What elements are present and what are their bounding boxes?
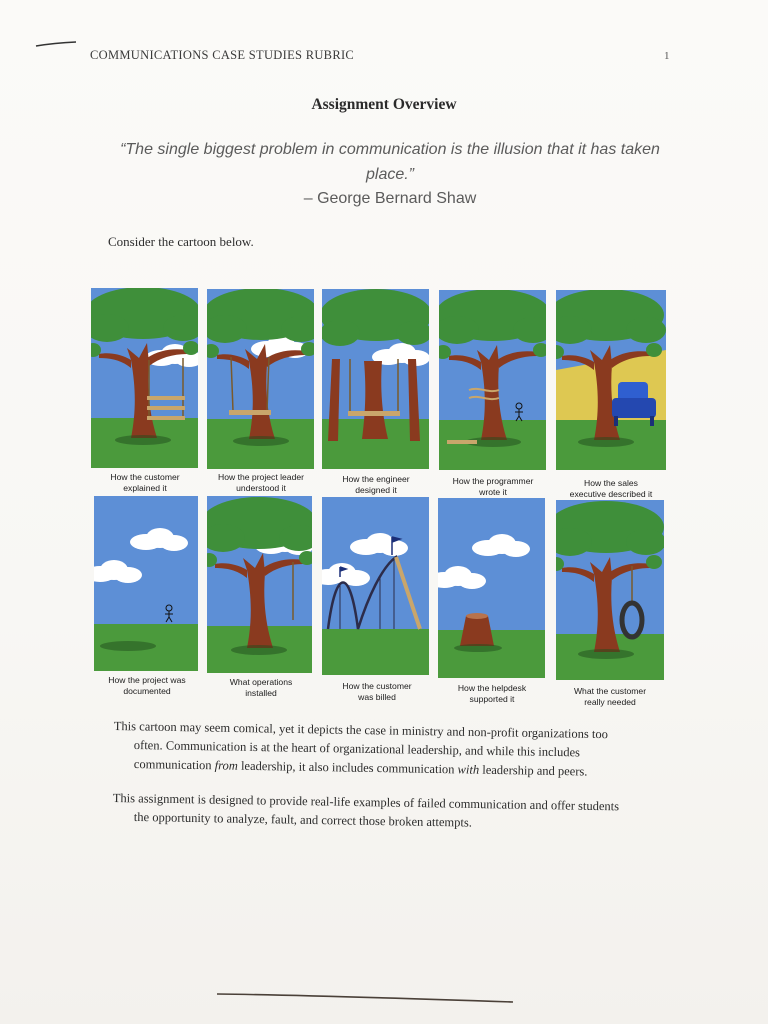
section-title: Assignment Overview bbox=[311, 96, 457, 113]
cartoon-image-customer-explained bbox=[91, 288, 198, 468]
caption-sales-executive: How the sales executive described it bbox=[569, 478, 653, 499]
page-number: 1 bbox=[664, 50, 670, 62]
caption-really-needed: What the customer really needed bbox=[573, 686, 647, 707]
pen-mark-top bbox=[34, 40, 78, 48]
cartoon-panel-helpdesk bbox=[438, 498, 545, 678]
pen-mark-bottom bbox=[215, 988, 515, 1006]
cartoon-panel-billing bbox=[322, 497, 429, 675]
caption-programmer: How the programmer wrote it bbox=[452, 476, 534, 497]
cartoon-panel-customer-explained bbox=[91, 288, 198, 468]
intro-text: Consider the cartoon below. bbox=[108, 234, 254, 249]
cartoon-panel-programmer bbox=[439, 290, 546, 470]
paragraph-1-line-2: often. Communication is at the heart of organizational leadership, and while this includes bbox=[133, 737, 581, 760]
cartoon-image-documented bbox=[94, 496, 198, 671]
cartoon-panel-project-leader bbox=[207, 289, 314, 469]
caption-helpdesk: How the helpdesk supported it bbox=[457, 683, 527, 704]
cartoon-panel-really-needed bbox=[556, 500, 664, 680]
cartoon-image-really-needed bbox=[556, 500, 664, 680]
caption-customer-explained: How the customer explained it bbox=[110, 472, 180, 493]
cartoon-panel-engineer bbox=[322, 289, 429, 469]
cartoon-image-sales-executive bbox=[556, 290, 666, 470]
quote-attribution: – George Bernard Shaw bbox=[303, 190, 477, 207]
cartoon-image-engineer bbox=[322, 289, 429, 469]
cartoon-panel-operations bbox=[207, 496, 312, 673]
cartoon-image-billing bbox=[322, 497, 429, 675]
paragraph-1-line-3: communication from leadership, it also includes communication with leadership and peers. bbox=[133, 756, 588, 779]
cartoon-panel-sales-executive bbox=[556, 290, 666, 470]
cartoon-image-programmer bbox=[439, 290, 546, 470]
paragraph-2-line-2: the opportunity to analyze, fault, and correct those broken attempts. bbox=[133, 809, 473, 830]
cartoon-image-helpdesk bbox=[438, 498, 545, 678]
caption-documented: How the project was documented bbox=[108, 675, 186, 696]
cartoon-image-operations bbox=[207, 496, 312, 673]
caption-billing: How the customer was billed bbox=[342, 681, 412, 702]
cartoon-panel-documented bbox=[94, 496, 198, 671]
paragraph-1-line-1: This cartoon may seem comical, yet it depicts the case in ministry and non-profit organizations too bbox=[113, 718, 609, 742]
caption-engineer: How the engineer designed it bbox=[342, 474, 410, 495]
caption-operations: What operations installed bbox=[229, 677, 293, 698]
paragraph-2-line-1: This assignment is designed to provide real-life examples of failed communication and offer students bbox=[112, 790, 620, 814]
quote-text: “The single biggest problem in communication is the illusion that it has taken place.” bbox=[120, 141, 660, 183]
running-head: COMMUNICATIONS CASE STUDIES RUBRIC bbox=[90, 48, 355, 62]
caption-project-leader: How the project leader understood it bbox=[218, 472, 304, 493]
cartoon-image-project-leader bbox=[207, 289, 314, 469]
